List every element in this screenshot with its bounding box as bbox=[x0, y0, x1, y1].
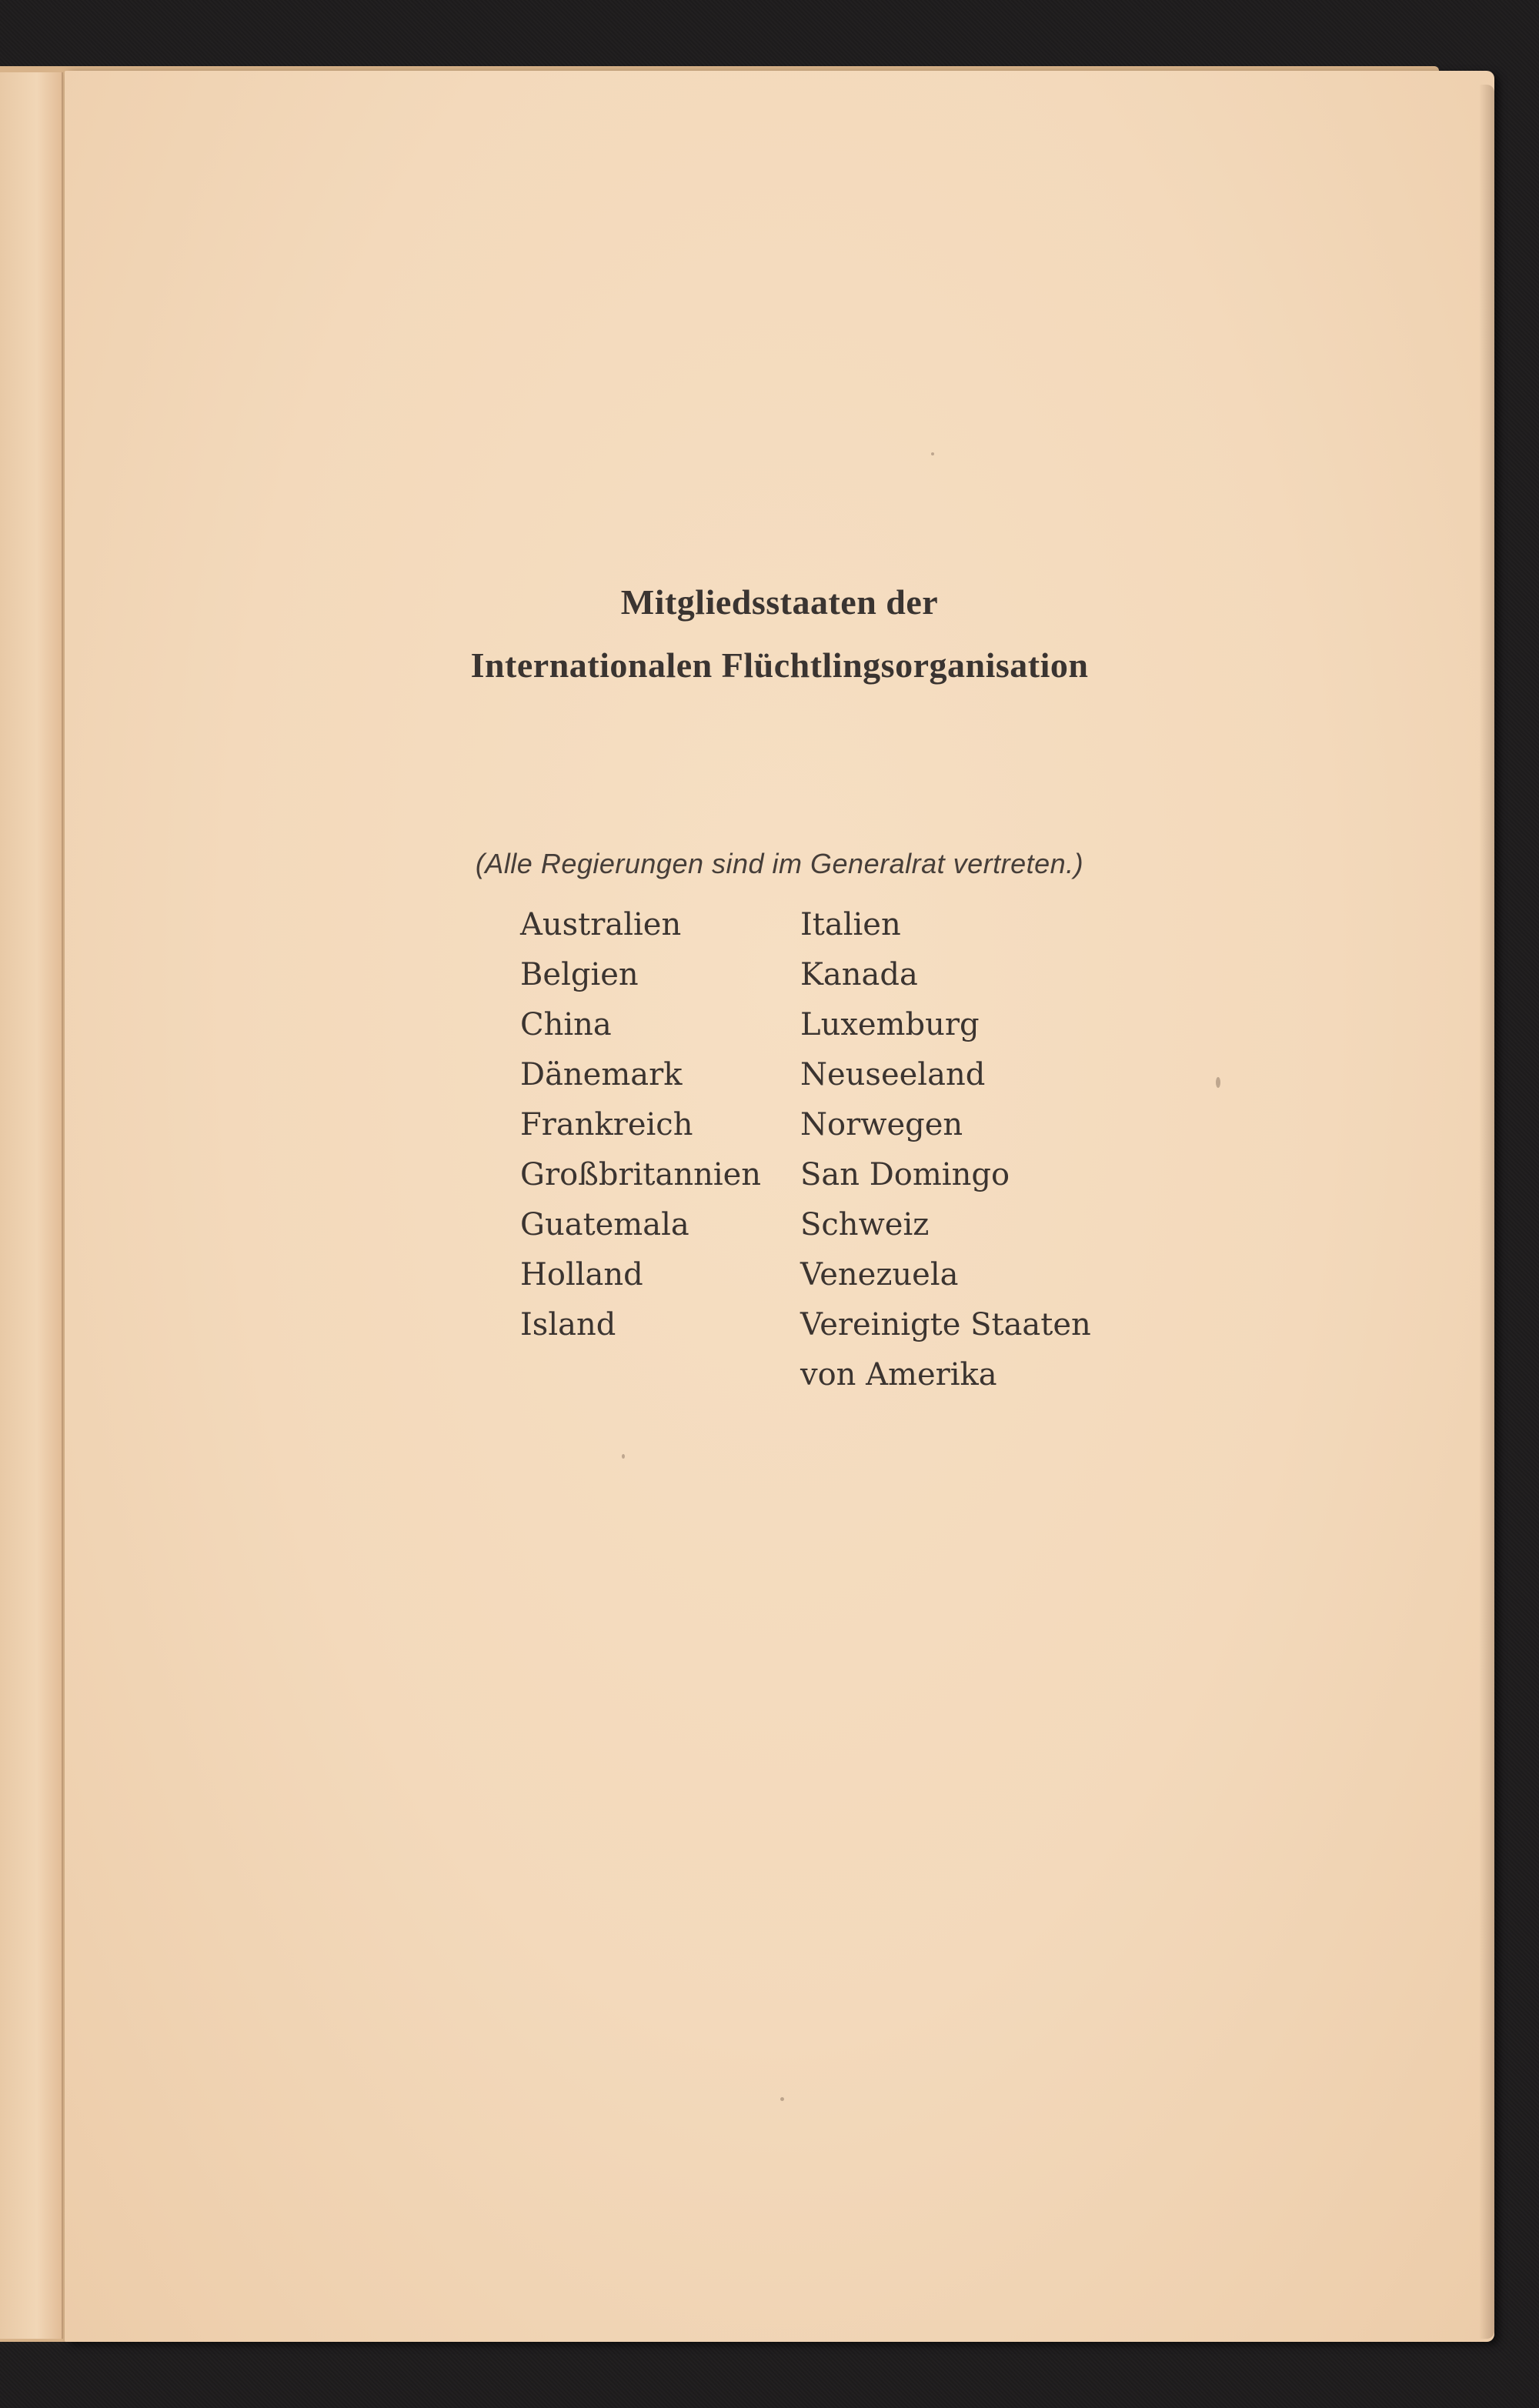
list-item: Schweiz bbox=[800, 1207, 930, 1242]
country-list-right bbox=[800, 900, 1091, 1400]
title-line-1: Mitgliedsstaaten der bbox=[620, 582, 939, 622]
list-item: China bbox=[520, 1007, 612, 1042]
paper-speck bbox=[622, 1454, 625, 1459]
page-edge-shadow bbox=[1479, 85, 1494, 2339]
list-item: Vereinigte Staaten bbox=[800, 1307, 1091, 1342]
list-item: Italien bbox=[800, 907, 901, 942]
list-item: Australien bbox=[520, 907, 682, 942]
list-item: Dänemark bbox=[520, 1057, 683, 1092]
title-line-2: Internationalen Flüchtlingsorganisation bbox=[470, 645, 1089, 685]
list-item: Luxemburg bbox=[800, 1007, 980, 1042]
list-item: Kanada bbox=[800, 957, 918, 992]
document-page bbox=[65, 71, 1494, 2342]
list-item: Holland bbox=[520, 1257, 643, 1292]
paper-speck bbox=[1216, 1077, 1220, 1088]
list-item: San Domingo bbox=[800, 1157, 1010, 1192]
list-item: Norwegen bbox=[800, 1107, 963, 1142]
country-list-left bbox=[520, 900, 761, 1350]
paper-speck bbox=[780, 2097, 784, 2101]
list-item: von Amerika bbox=[800, 1357, 997, 1392]
list-item: Frankreich bbox=[520, 1107, 693, 1142]
list-item: Neuseeland bbox=[800, 1057, 986, 1092]
list-item: Venezuela bbox=[800, 1257, 959, 1292]
subtitle-note: (Alle Regierungen sind im Generalrat vertreten.) bbox=[475, 848, 1084, 879]
paper-speck bbox=[931, 452, 934, 455]
list-item: Island bbox=[520, 1307, 616, 1342]
list-item: Großbritannien bbox=[520, 1157, 762, 1192]
left-page-leaf bbox=[0, 72, 63, 2339]
list-item: Belgien bbox=[520, 957, 639, 992]
list-item: Guatemala bbox=[520, 1207, 689, 1242]
